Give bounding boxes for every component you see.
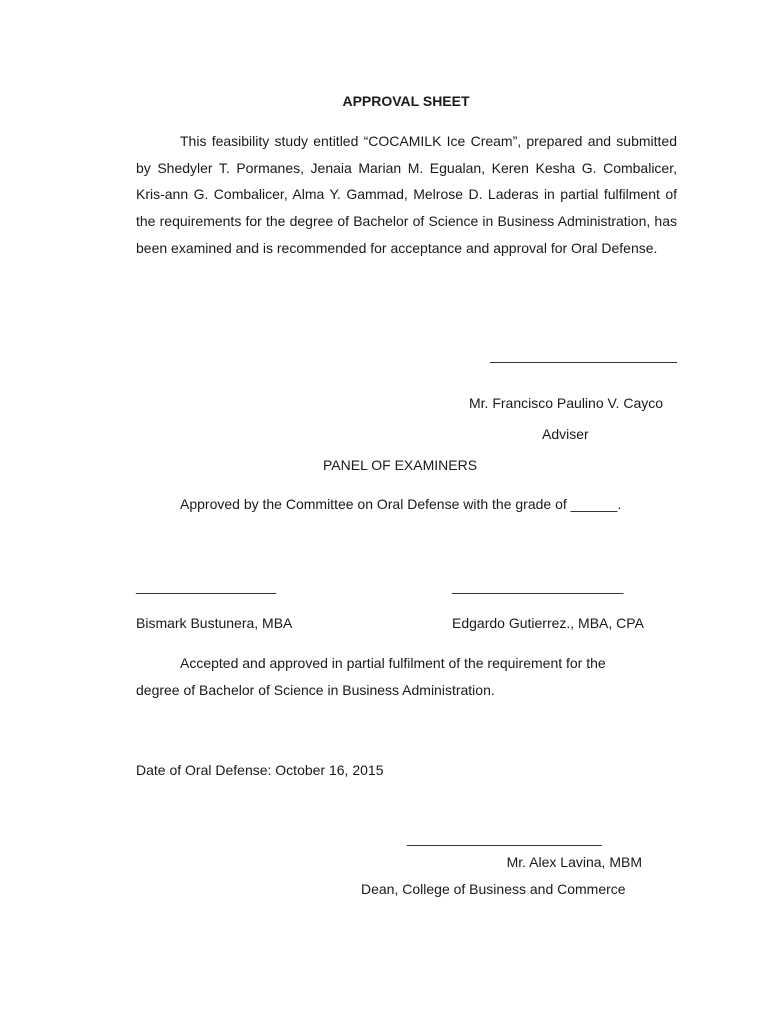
- committee-statement: Approved by the Committee on Oral Defense with the grade of ______.: [180, 496, 622, 512]
- acceptance-paragraph-text: Accepted and approved in partial fulfilment of the requirement for the degree of Bachelor of Science in Business Administration.: [136, 655, 606, 698]
- date-of-defense: Date of Oral Defense: October 16, 2015: [136, 762, 384, 778]
- examiner-1-name: Bismark Bustunera, MBA: [136, 615, 293, 631]
- document-title: APPROVAL SHEET: [342, 93, 470, 109]
- examiner-1-signature-line: __________________: [136, 578, 277, 594]
- dean-role: Dean, College of Business and Commerce: [361, 881, 626, 897]
- panel-heading: PANEL OF EXAMINERS: [323, 457, 478, 473]
- dean-signature-line: _________________________: [407, 830, 602, 846]
- body-paragraph-text: This feasibility study entitled “COCAMILK Ice Cream”, prepared and submitted by Shedyler T. Pormanes, Jenaia Marian M. Egualan, Keren Kesha G. Combalicer, Kris-ann G. Combalicer, Alma Y. Gammad, Melrose D. Laderas in partial fulfilment of the requirements for the degree of Bachelor of Science in Business Administration, has been examined and is recommended for acceptance and approval for Oral Defense.: [136, 133, 677, 256]
- adviser-signature-line: ________________________: [490, 347, 677, 363]
- acceptance-paragraph: [136, 650, 646, 703]
- adviser-name: Mr. Francisco Paulino V. Cayco: [469, 395, 664, 411]
- body-paragraph: [136, 128, 677, 262]
- dean-name: Mr. Alex Lavina, MBM: [506, 854, 642, 870]
- examiner-2-signature-line: ______________________: [452, 578, 624, 594]
- examiner-2-name: Edgardo Gutierrez., MBA, CPA: [452, 615, 644, 631]
- adviser-role: Adviser: [542, 426, 589, 442]
